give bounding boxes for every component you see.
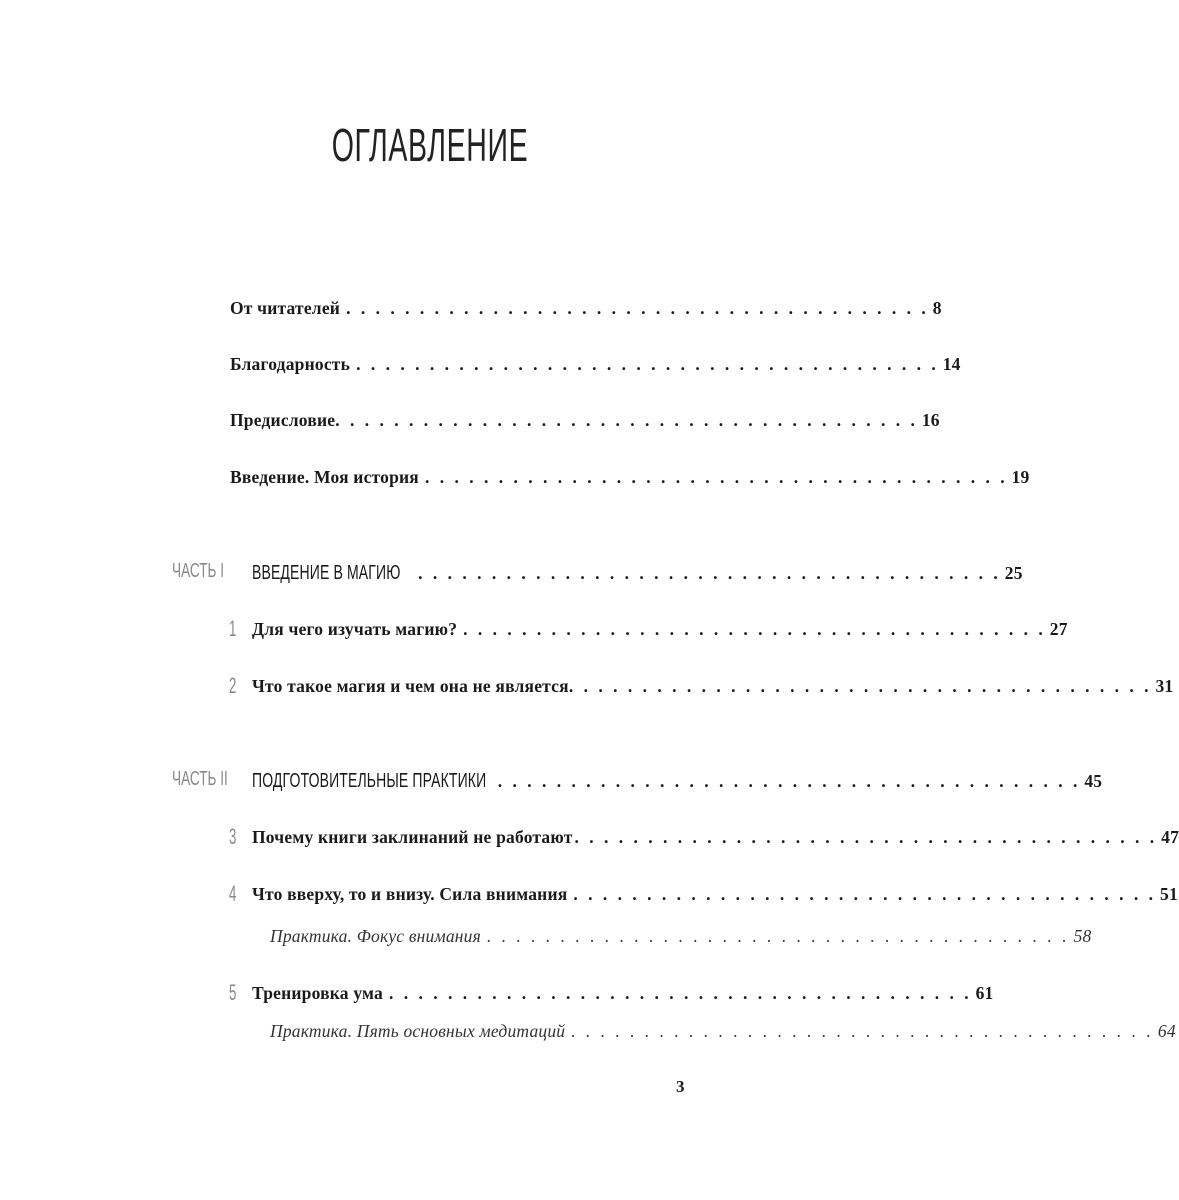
practice-title: Практика. Фокус внимания [270,926,481,946]
chapter-page: 61 [975,983,994,1003]
dot-leader: . . . . . . . . . . . . . . . . . . . . . . . . . . . . . . . . . . . . . . . . [388,983,972,1003]
chapter-entry[interactable] [252,676,1174,697]
practice-page: 58 [1073,926,1092,946]
chapter-entry[interactable] [252,619,1068,640]
toc-entry-title: Благодарность [230,354,351,374]
page-number: 3 [676,1077,685,1096]
chapter-title: Что вверху, то и внизу. Сила внимания [252,884,568,904]
chapter-number: 3 [229,824,237,849]
part-label: ЧАСТЬ II [172,768,228,790]
practice-entry[interactable] [270,926,1092,947]
toc-entry-page: 14 [942,354,961,374]
chapter-page: 47 [1161,827,1179,847]
chapter-title: Для чего изучать магию? [252,619,458,639]
chapter-number: 2 [229,673,237,698]
dot-leader: . . . . . . . . . . . . . . . . . . . . . . . . . . . . . . . . . . . . . . . . [568,676,1152,696]
toc-entry[interactable] [230,298,942,319]
chapter-title: Что такое магия и чем она не является [252,676,569,696]
part-title: ВВЕДЕНИЕ В МАГИЮ [252,562,401,584]
practice-title: Практика. Пять основных медитаций [270,1021,566,1041]
page-title: ОГЛАВЛЕНИЕ [331,119,529,171]
part-label: ЧАСТЬ I [172,560,224,582]
chapter-page: 31 [1155,676,1174,696]
chapter-title: Тренировка ума [252,983,383,1003]
dot-leader: . . . . . . . . . . . . . . . . . . . . . . . . . . . . . . . . . . . . . . . . [424,467,1008,487]
dot-leader: . . . . . . . . . . . . . . . . . . . . . . . . . . . . . . . . . . . . . . . . [571,1021,1154,1041]
chapter-entry[interactable] [252,827,1179,848]
dot-leader: . . . . . . . . . . . . . . . . . . . . . . . . . . . . . . . . . . . . . . . . [574,827,1158,847]
toc-entry[interactable] [230,354,961,375]
dot-leader: . . . . . . . . . . . . . . . . . . . . . . . . . . . . . . . . . . . . . . . . [335,410,918,430]
toc-entry-title: Предисловие [230,410,336,430]
toc-entry[interactable] [230,410,940,431]
practice-page: 64 [1157,1021,1176,1041]
chapter-page: 27 [1049,619,1068,639]
toc-entry-title: От читателей [230,298,341,318]
dot-leader: . . . . . . . . . . . . . . . . . . . . . . . . . . . . . . . . . . . . . . . . [463,619,1046,639]
part-heading[interactable] [252,562,1023,585]
dot-leader: . . . . . . . . . . . . . . . . . . . . . . . . . . . . . . . . . . . . . . . . [356,354,939,374]
dot-leader: . . . . . . . . . . . . . . . . . . . . . . . . . . . . . . . . . . . . . . . . [418,563,1001,583]
chapter-number: 4 [229,881,237,906]
chapter-page: 51 [1160,884,1178,904]
part-page: 25 [1004,563,1023,583]
toc-entry-title: Введение. Моя история [230,467,419,487]
part-title: ПОДГОТОВИТЕЛЬНЫЕ ПРАКТИКИ [252,770,487,792]
chapter-entry[interactable] [252,884,1178,905]
dot-leader: . . . . . . . . . . . . . . . . . . . . . . . . . . . . . . . . . . . . . . . . [497,771,1081,791]
dot-leader: . . . . . . . . . . . . . . . . . . . . . . . . . . . . . . . . . . . . . . . . [346,298,929,318]
dot-leader: . . . . . . . . . . . . . . . . . . . . . . . . . . . . . . . . . . . . . . . . [573,884,1157,904]
part-page: 45 [1084,771,1103,791]
chapter-number: 1 [229,616,237,641]
toc-entry[interactable] [230,467,1030,488]
chapter-title: Почему книги заклинаний не работают [252,827,573,847]
toc-entry-page: 16 [921,410,940,430]
chapter-number: 5 [229,980,237,1005]
chapter-entry[interactable] [252,983,994,1004]
practice-entry[interactable] [270,1021,1176,1042]
toc-entry-page: 8 [932,298,942,318]
toc-entry-page: 19 [1011,467,1030,487]
part-heading[interactable] [252,770,1103,793]
dot-leader: . . . . . . . . . . . . . . . . . . . . . . . . . . . . . . . . . . . . . . . . [486,926,1070,946]
